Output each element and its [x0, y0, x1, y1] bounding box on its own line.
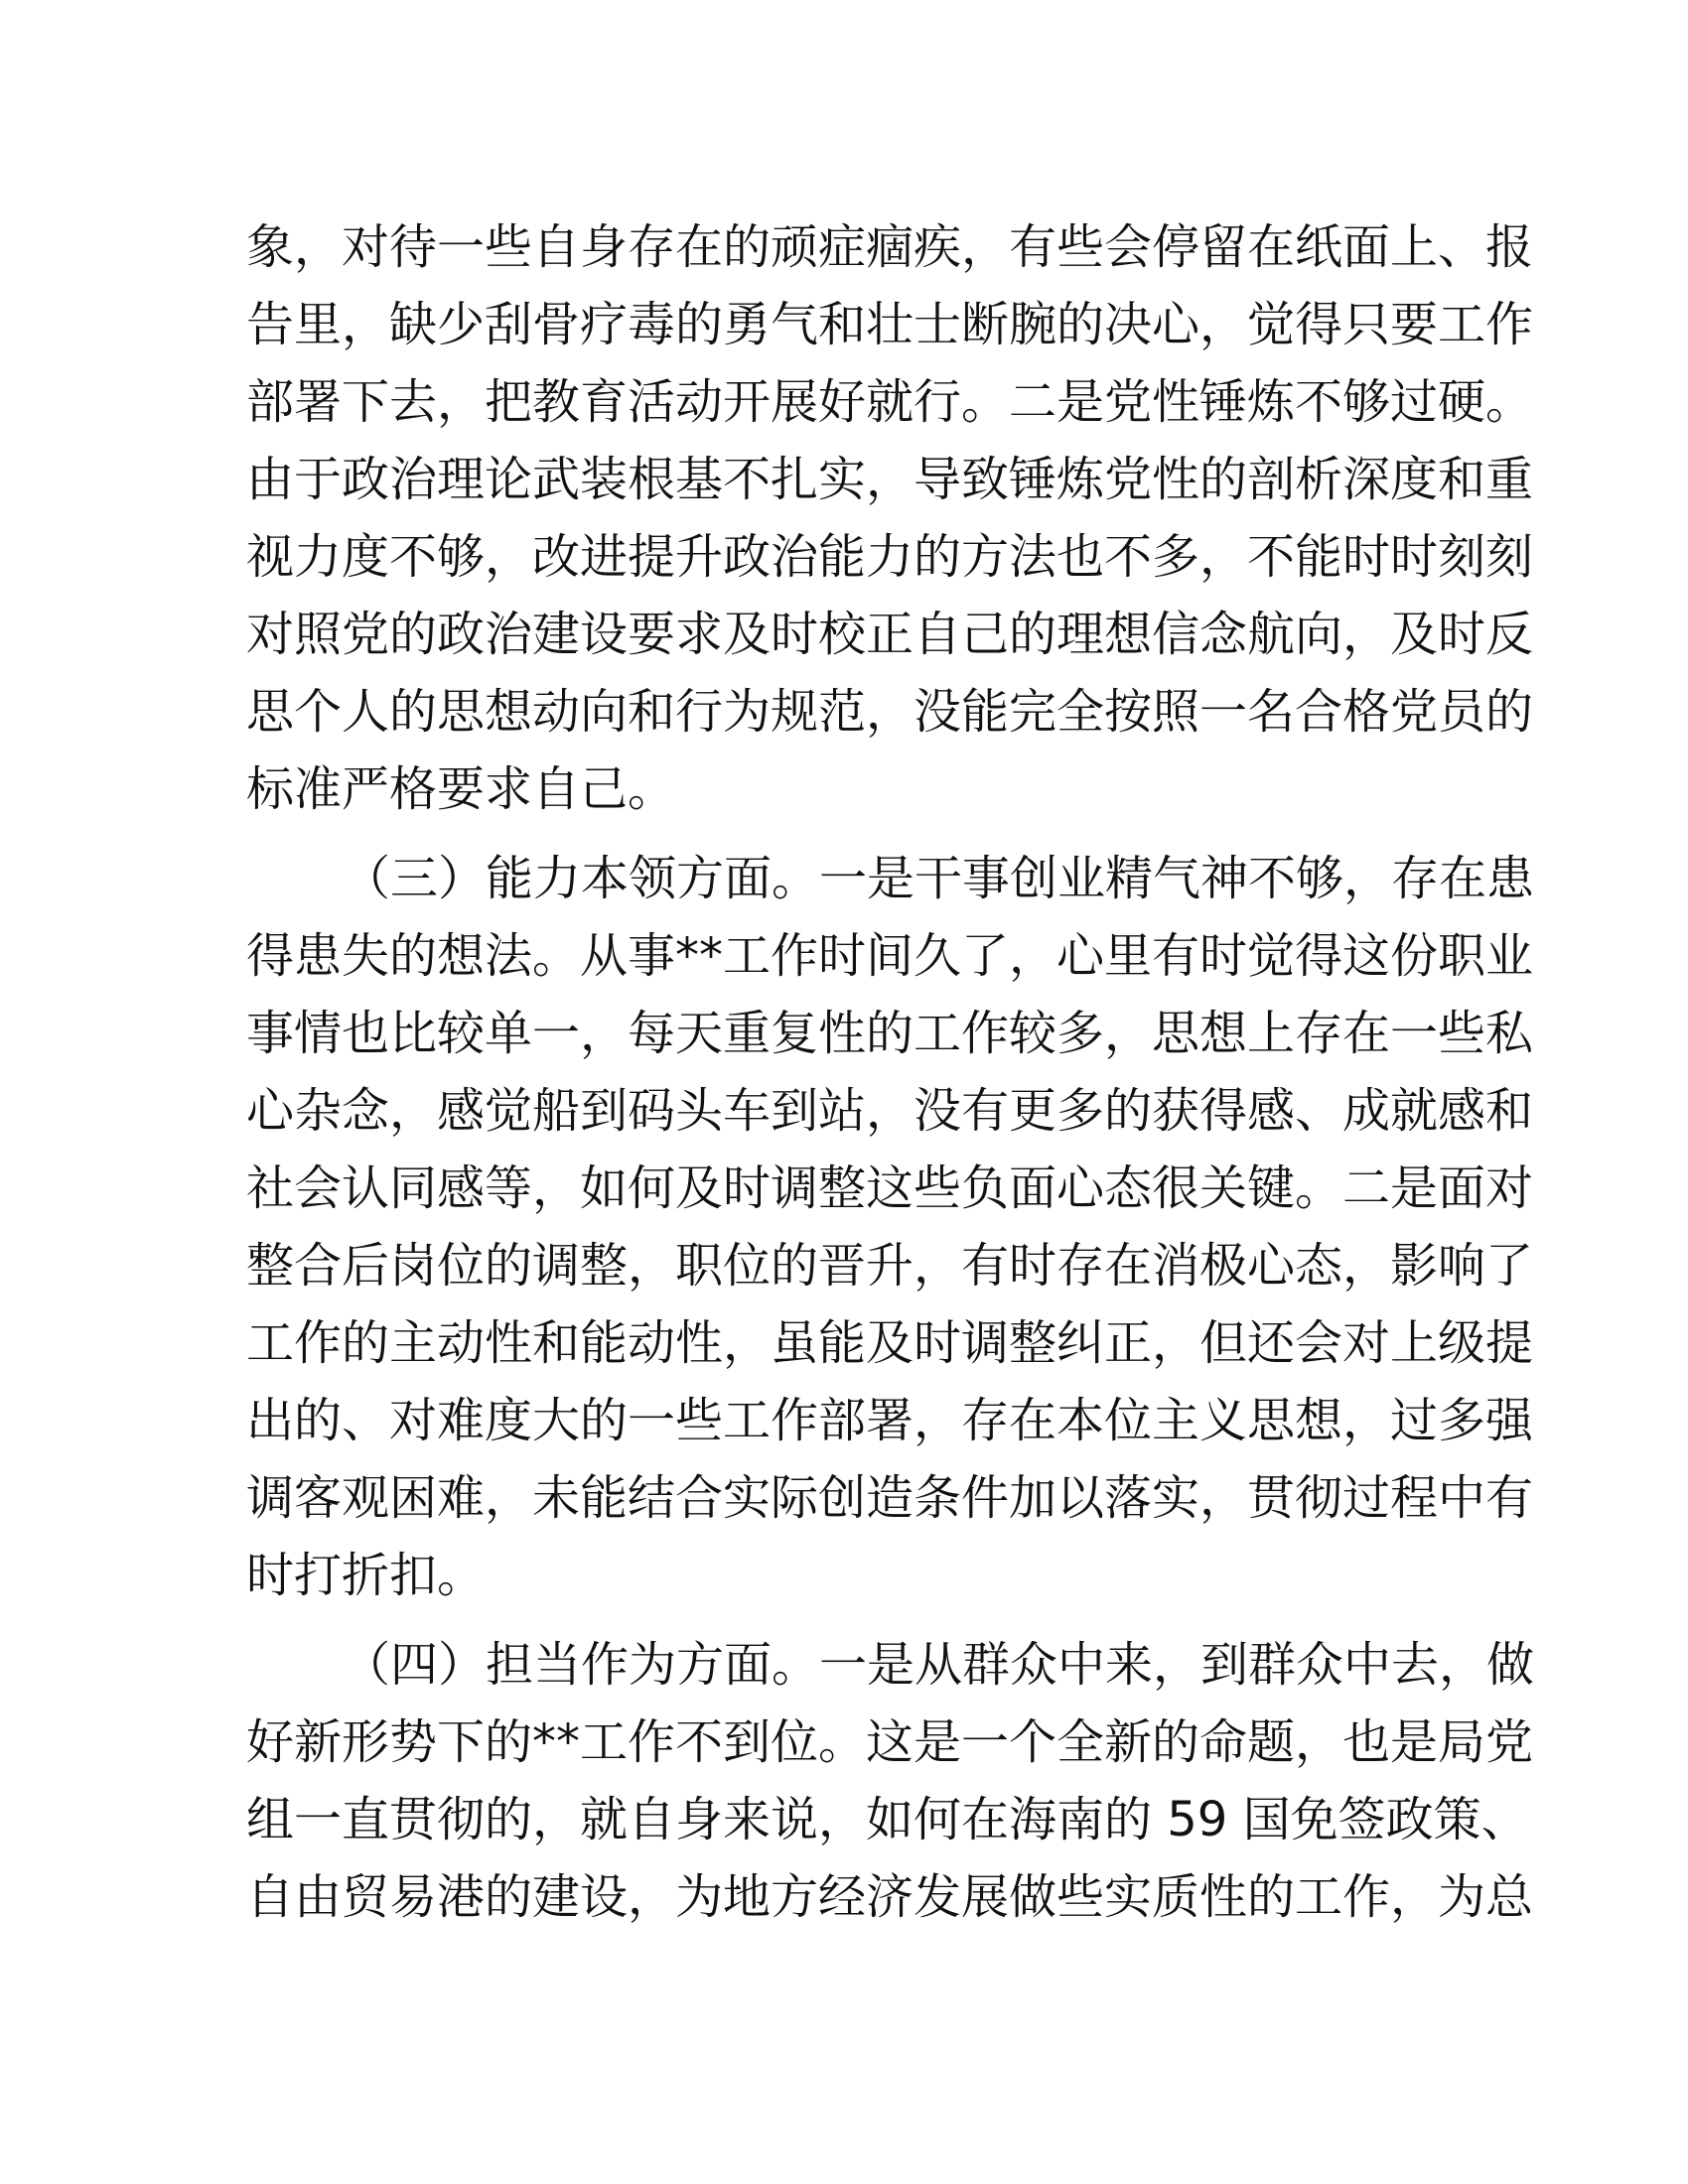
text-line: 得患失的想法。从事**工作时间久了，心里有时觉得这份职业 — [246, 928, 1534, 984]
paragraph-heading-line: （三）能力本领方面。一是干事创业精气神不够，存在患 — [343, 851, 1535, 906]
text-line: 视力度不够，改进提升政治能力的方法也不多，不能时时刻刻 — [246, 529, 1534, 585]
text-line: 象，对待一些自身存在的顽症痼疾，有些会停留在纸面上、报 — [246, 219, 1534, 275]
text-line: 组一直贯彻的，就自身来说，如何在海南的 59 国免签政策、 — [246, 1792, 1529, 1847]
text-line: 时打折扣。 — [246, 1548, 486, 1603]
text-line: 调客观困难，未能结合实际创造条件加以落实，贯彻过程中有 — [246, 1470, 1534, 1526]
text-line: 告里，缺少刮骨疗毒的勇气和壮士断腕的决心，觉得只要工作 — [246, 297, 1534, 352]
text-line: 自由贸易港的建设，为地方经济发展做些实质性的工作，为总 — [246, 1869, 1534, 1925]
text-line: 好新形势下的**工作不到位。这是一个全新的命题，也是局党 — [246, 1714, 1534, 1770]
text-line: 出的、对难度大的一些工作部署，存在本位主义思想，过多强 — [246, 1393, 1534, 1448]
text-line: 部署下去，把教育活动开展好就行。二是党性锤炼不够过硬。 — [246, 374, 1534, 430]
text-line: 社会认同感等，如何及时调整这些负面心态很关键。二是面对 — [246, 1160, 1534, 1216]
text-line: 整合后岗位的调整，职位的晋升，有时存在消极心态，影响了 — [246, 1238, 1534, 1294]
text-line: 标准严格要求自己。 — [246, 761, 676, 817]
text-line: 思个人的思想动向和行为规范，没能完全按照一名合格党员的 — [246, 684, 1534, 740]
text-line: 心杂念，感觉船到码头车到站，没有更多的获得感、成就感和 — [246, 1083, 1534, 1139]
text-line: 工作的主动性和能动性，虽能及时调整纠正，但还会对上级提 — [246, 1315, 1534, 1371]
text-line: 事情也比较单一，每天重复性的工作较多，思想上存在一些私 — [246, 1006, 1534, 1061]
text-line: 对照党的政治建设要求及时校正自己的理想信念航向，及时反 — [246, 607, 1534, 662]
text-line: 由于政治理论武装根基不扎实，导致锤炼党性的剖析深度和重 — [246, 452, 1534, 507]
paragraph-heading-line: （四）担当作为方面。一是从群众中来，到群众中去，做 — [343, 1637, 1535, 1693]
